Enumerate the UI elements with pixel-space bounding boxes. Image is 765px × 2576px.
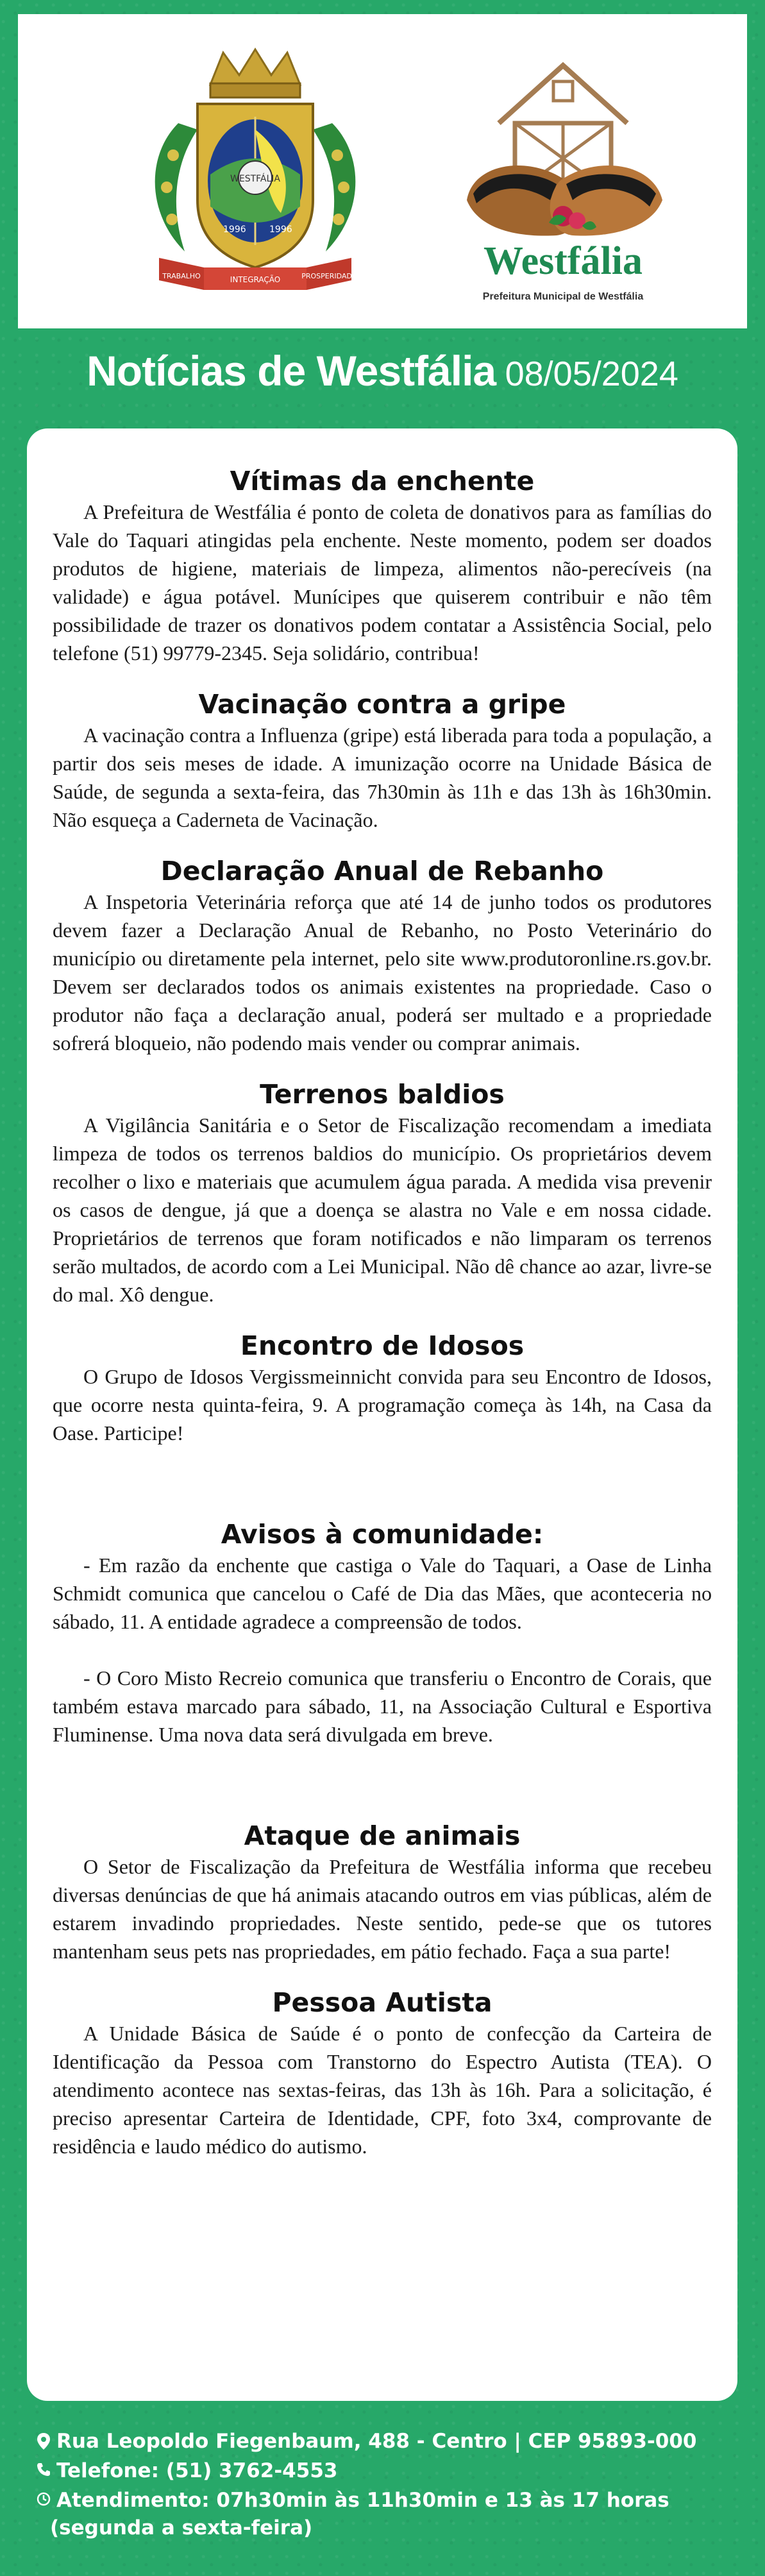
section-paragraph: O Setor de Fiscalização da Prefeitura de Westfália informa que recebeu diversas denúncias de que há animais atacando outros em vias públicas, além de estarem invadindo propriedades. Neste sentido, pede-se que os tutores mantenham seus pets nas propriedades, em pátio fechado. Faça a sua parte! [53, 1855, 712, 1963]
section-paragraph: O Grupo de Idosos Vergissmeinnicht convida para seu Encontro de Idosos, que ocorre nesta quinta-feira, 9. A programação começa às 14h, na Casa da Oase. Participe! [53, 1365, 712, 1445]
section-heading: Terrenos baldios [260, 1079, 505, 1110]
header-panel [18, 14, 747, 328]
svg-text:1996: 1996 [223, 225, 246, 235]
svg-text:WESTFÁLIA: WESTFÁLIA [230, 174, 280, 184]
section-heading: Avisos à comunidade: [221, 1519, 544, 1550]
brand-name: Westfália [483, 239, 643, 283]
section-heading: Encontro de Idosos [240, 1330, 525, 1361]
svg-text:INTEGRAÇÃO: INTEGRAÇÃO [230, 275, 281, 284]
section-paragraph: A Inspetoria Veterinária reforça que até 14 de junho todos os produtores devem fazer a Declaração Anual de Rebanho, no Posto Veterinário do município ou diretamente pela internet, pelo site www.produtoronline.rs.gov.br. Devem ser declarados todos os animais existentes na propriedade. Caso o produtor não faça a declaração anual, poderá ser multado e a propriedade sofrerá bloqueio, não podendo mais vender ou comprar animais. [53, 890, 712, 1055]
hours-row [31, 2487, 743, 2514]
news-section [53, 1820, 712, 1965]
title-main: Notícias de Westfália [87, 347, 496, 394]
section-paragraph: - Em razão da enchente que castiga o Vale do Taquari, a Oase de Linha Schmidt comunica que cancelou o Café de Dia das Mães, que aconteceria no sábado, 11. A entidade agradece a compreensão de todos. [53, 1554, 712, 1633]
news-section [53, 1519, 712, 1749]
svg-text:TRABALHO: TRABALHO [162, 272, 201, 280]
westfalia-brand-logo [428, 53, 698, 309]
page-title [0, 346, 765, 395]
section-paragraph: A Vigilância Sanitária e o Setor de Fiscalização recomendam a imediata limpeza de todos os terrenos baldios do município. Os proprietários devem recolher o lixo e materiais que acumulem água parada. A medida visa prevenir os casos de dengue, já que a doença se alastra no Vale e em nossa cidade. Proprietários de terrenos que foram notificados e não limparam os terrenos serão multados, de acordo com a Lei Municipal. Não dê chance ao azar, livre-se do mal. Xô dengue. [53, 1114, 712, 1306]
contact-footer [31, 2428, 743, 2539]
section-paragraph: A Prefeitura de Westfália é ponto de coleta de donativos para as famílias do Vale do Taquari atingidas pela enchente. Neste momento, podem ser doados produtos de higiene, materiais de limpeza, alimentos não-perecíveis (na validade) e água potável. Munícipes que quiserem contribuir e não têm possibilidade de trazer os donativos podem contatar a Assistência Social, pelo telefone (51) 99779-2345. Seja solidário, contribua! [53, 500, 712, 665]
section-heading: Pessoa Autista [272, 1987, 492, 2018]
news-section [53, 689, 712, 834]
spacer [53, 1770, 712, 1809]
title-date: 08/05/2024 [505, 355, 678, 393]
section-paragraph: A Unidade Básica de Saúde é o ponto de confecção da Carteira de Identificação da Pessoa com Transtorno do Espectro Autista (TEA). O atendimento acontece nas sextas-feiras, das 13h às 16h. Para a solicitação, é preciso apresentar Carteira de Identidade, CPF, foto 3x4, comprovante de residência e laudo médico do autismo. [53, 2022, 712, 2158]
address-row [31, 2428, 743, 2455]
hours-text: Atendimento: 07h30min às 11h30min e 13 às 17 horas [56, 2489, 669, 2512]
section-paragraph: A vacinação contra a Influenza (gripe) está liberada para toda a população, a partir dos seis meses de idade. A imunização ocorre na Unidade Básica de Saúde, de segunda a sexta-feira, das 7h30min às 11h e das 13h às 16h30min. Não esqueça a Caderneta de Vacinação. [53, 724, 712, 831]
news-section [53, 1987, 712, 2160]
phone-row [31, 2457, 743, 2484]
phone-icon [31, 2457, 56, 2477]
hours-days-text: (segunda a sexta-feira) [50, 2516, 313, 2539]
news-section [53, 466, 712, 667]
clock-icon [31, 2487, 56, 2506]
brand-subtitle: Prefeitura Municipal de Westfália [482, 291, 644, 302]
news-section [53, 1330, 712, 1447]
section-heading: Vítimas da enchente [230, 466, 535, 496]
section-heading: Declaração Anual de Rebanho [160, 856, 604, 886]
news-section [53, 856, 712, 1057]
location-pin-icon [31, 2428, 56, 2450]
address-text: Rua Leopoldo Fiegenbaum, 488 - Centro | CEP 95893-000 [56, 2430, 697, 2453]
section-heading: Ataque de animais [244, 1820, 521, 1851]
news-section [53, 1079, 712, 1309]
svg-text:1996: 1996 [269, 225, 292, 235]
svg-text:PROSPERIDADE: PROSPERIDADE [301, 272, 357, 280]
section-heading: Vacinação contra a gripe [198, 689, 566, 720]
news-content-panel [27, 428, 737, 2401]
spacer [53, 1469, 712, 1507]
phone-text: Telefone: (51) 3762-4553 [56, 2459, 338, 2482]
coat-of-arms-logo [133, 46, 377, 303]
house-clogs-icon [428, 53, 698, 239]
section-paragraph: - O Coro Misto Recreio comunica que transferiu o Encontro de Corais, que também estava marcado para sábado, 11, na Associação Cultural e Esportiva Fluminense. Uma nova data será divulgada em breve. [53, 1666, 712, 1746]
